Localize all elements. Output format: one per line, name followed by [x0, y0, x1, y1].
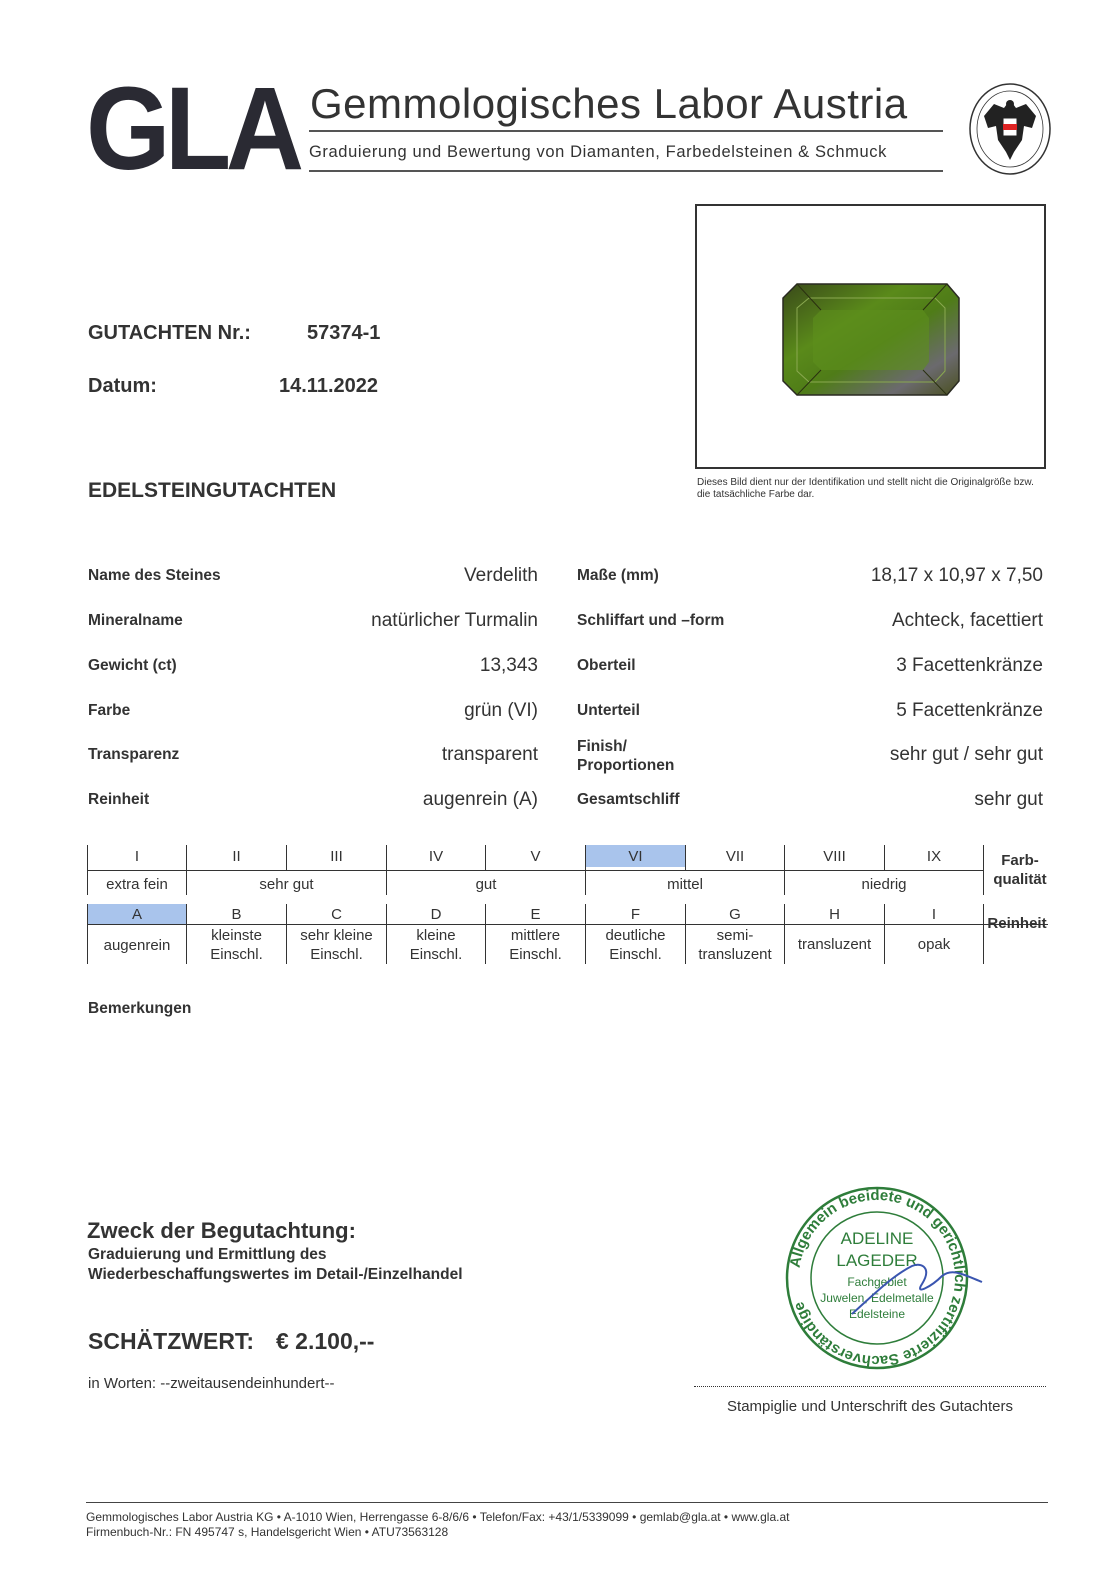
purpose-line2: Wiederbeschaffungswertes im Detail-/Einzelhandel: [88, 1266, 463, 1283]
footer-line2: Firmenbuch-Nr.: FN 495747 s, Handelsgericht Wien • ATU73563128: [86, 1525, 449, 1539]
prop-label-transparency: Transparenz: [88, 746, 180, 763]
prop-value-cut: Achteck, facettiert: [891, 610, 1043, 631]
clarity-grade: E: [530, 906, 541, 923]
prop-value-pavilion: 5 Facettenkränze: [896, 700, 1043, 721]
clarity-desc: augenrein: [103, 937, 171, 954]
clarity-grade: F: [630, 906, 641, 923]
stamp-ring-text: Allgemein beeidete und gerichtlich zertifizierte Sachverständige: [786, 1186, 969, 1370]
austrian-eagle-seal-icon: [968, 82, 1052, 176]
prop-label-name: Name des Steines: [88, 567, 221, 584]
prop-value-weight: 13,343: [479, 655, 538, 676]
prop-label-crown: Oberteil: [577, 657, 636, 674]
color-group: sehr gut: [259, 876, 314, 893]
clarity-grade: I: [931, 906, 937, 923]
clarity-desc: sehr kleine Einschl.: [300, 927, 373, 963]
valuation-label: SCHÄTZWERT:: [88, 1328, 255, 1354]
prop-value-dimensions: 18,17 x 10,97 x 7,50: [870, 565, 1043, 586]
report-number: 57374-1: [307, 322, 381, 344]
valuation-amount: € 2.100,--: [276, 1328, 375, 1354]
valuation-words: in Worten: --zweitausendeinhundert--: [88, 1375, 335, 1392]
clarity-grade: G: [729, 906, 741, 923]
color-grade: IV: [428, 848, 444, 865]
clarity-desc: transluzent: [797, 936, 872, 953]
stamp-line5: Edelsteine: [848, 1307, 906, 1321]
footer-rule: [86, 1502, 1048, 1503]
clarity-scale-title: Reinheit: [987, 915, 1047, 932]
lab-subtitle: Graduierung und Bewertung von Diamanten, Farbedelsteinen & Schmuck: [309, 143, 887, 161]
lab-name: Gemmologisches Labor Austria: [310, 80, 908, 127]
remarks-label: Bemerkungen: [88, 1000, 192, 1017]
prop-value-crown: 3 Facettenkränze: [896, 655, 1043, 676]
color-grade: II: [232, 848, 241, 865]
clarity-grade: D: [430, 906, 442, 923]
prop-label-finish: Finish/ Proportionen: [577, 738, 675, 774]
prop-label-color: Farbe: [88, 702, 131, 719]
color-scale-title: Farb- qualität: [993, 852, 1047, 888]
clarity-grade-selected: A: [131, 906, 142, 923]
prop-value-mineral: natürlicher Turmalin: [371, 610, 538, 631]
prop-label-cut: Schliffart und –form: [577, 612, 725, 629]
color-grade: IX: [926, 848, 942, 865]
color-grade: III: [330, 848, 343, 865]
clarity-grade: H: [829, 906, 840, 923]
prop-value-color: grün (VI): [464, 700, 538, 721]
stamp-line3: Fachgebiet: [847, 1275, 907, 1289]
color-group: mittel: [667, 876, 703, 893]
prop-value-transparency: transparent: [441, 744, 538, 765]
prop-value-finish: sehr gut / sehr gut: [889, 744, 1043, 765]
prop-label-mineral: Mineralname: [88, 612, 183, 629]
prop-label-pavilion: Unterteil: [577, 702, 640, 719]
expert-stamp: [782, 1186, 992, 1372]
color-grade: VII: [725, 848, 745, 865]
date-label: Datum:: [88, 375, 157, 397]
color-grade-selected: VI: [628, 848, 643, 865]
report-number-label: GUTACHTEN Nr.:: [88, 322, 251, 344]
prop-label-weight: Gewicht (ct): [88, 657, 177, 674]
prop-label-overall-cut: Gesamtschliff: [577, 791, 680, 808]
footer: [86, 1510, 789, 1540]
report-date: 14.11.2022: [279, 375, 378, 397]
signature-caption: Stampiglie und Unterschrift des Gutachters: [727, 1398, 1013, 1415]
color-grade: I: [134, 848, 140, 865]
prop-label-clarity: Reinheit: [88, 791, 150, 808]
gemstone-photo: [695, 204, 1046, 469]
color-group: gut: [475, 876, 497, 893]
gemstone-image: [697, 206, 1044, 467]
prop-value-clarity: augenrein (A): [422, 789, 538, 810]
prop-label-dimensions: Maße (mm): [577, 567, 659, 584]
header-rule-top: [309, 130, 943, 132]
signature-line: [694, 1386, 1046, 1387]
color-grade: VIII: [823, 848, 846, 865]
color-grade: V: [530, 848, 541, 865]
clarity-row-divider: [88, 924, 1048, 925]
clarity-desc: opak: [917, 936, 951, 953]
photo-caption: Dieses Bild dient nur der Identifikation und stellt nicht die Originalgröße bzw. die tatsächliche Farbe dar.: [697, 477, 1034, 500]
purpose-title: Zweck der Begutachtung:: [87, 1218, 356, 1243]
clarity-grade: C: [331, 906, 342, 923]
stamp-name2: LAGEDER: [836, 1251, 918, 1270]
stamp-name1: ADELINE: [840, 1229, 914, 1248]
purpose-line1: Graduierung und Ermittlung des: [88, 1246, 327, 1263]
color-group: extra fein: [106, 876, 168, 893]
prop-value-name: Verdelith: [464, 565, 538, 586]
clarity-desc: mittlere Einschl.: [509, 927, 562, 963]
color-group: niedrig: [861, 876, 907, 893]
report-type: EDELSTEINGUTACHTEN: [88, 479, 337, 502]
header-rule-bottom: [309, 170, 943, 172]
prop-value-overall-cut: sehr gut: [974, 789, 1043, 810]
color-row-divider: [88, 870, 983, 871]
clarity-grade: B: [231, 906, 242, 923]
clarity-desc: semi- transluzent: [698, 927, 772, 963]
clarity-desc: deutliche Einschl.: [605, 927, 666, 963]
stamp-line4: Juwelen, Edelmetalle: [820, 1291, 934, 1305]
clarity-desc: kleine Einschl.: [409, 927, 463, 963]
footer-line1: Gemmologisches Labor Austria KG • A-1010 Wien, Herrengasse 6-8/6/6 • Telefon/Fax: +43/1/5339099 • gemlab@gla.at • www.gla.at: [86, 1510, 790, 1524]
gla-logo: GLA: [86, 63, 299, 195]
clarity-desc: kleinste Einschl.: [210, 927, 263, 963]
